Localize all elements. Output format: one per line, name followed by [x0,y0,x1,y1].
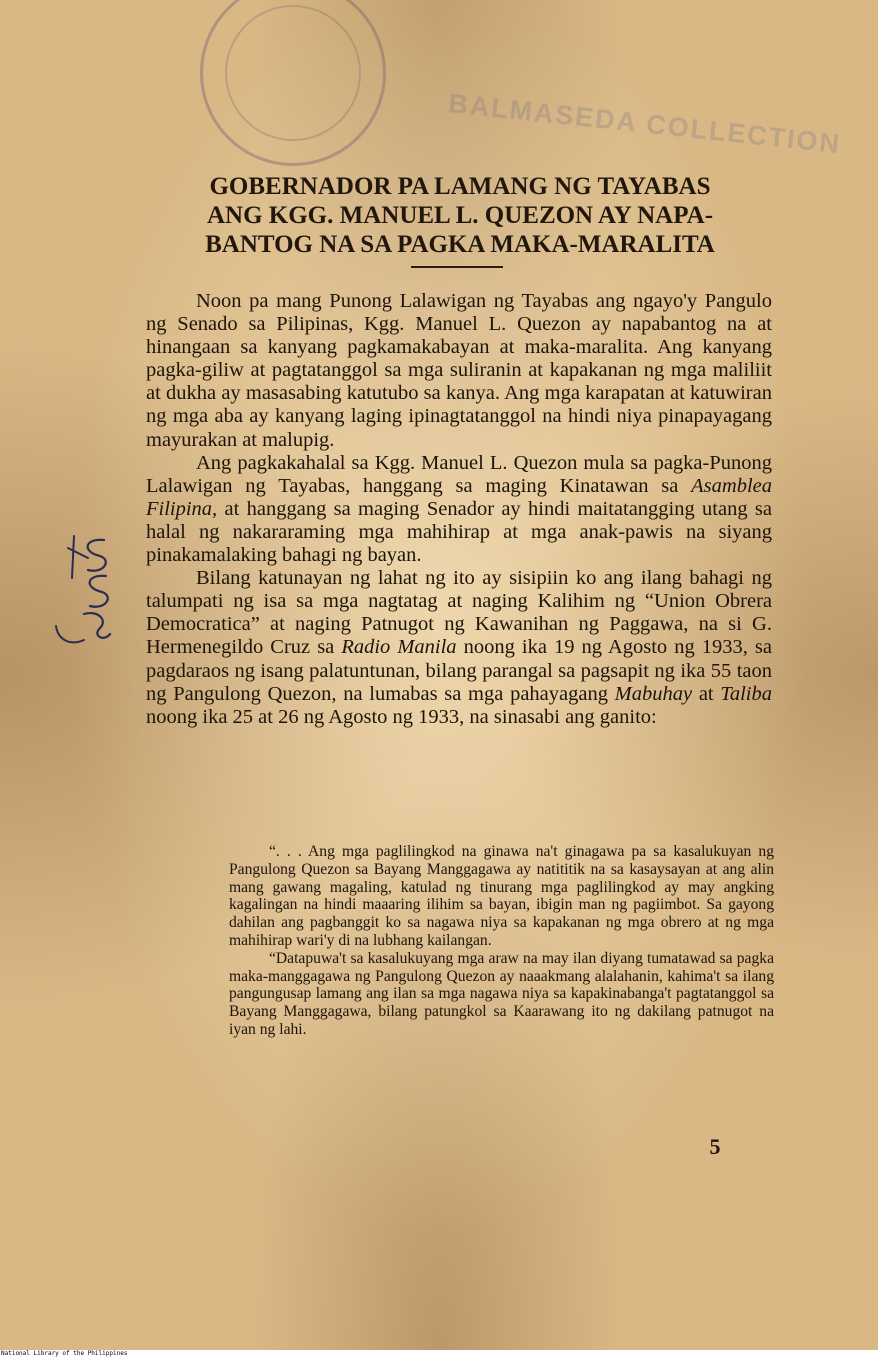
paragraph [146,290,772,452]
title-line: GOBERNADOR PA LAMANG NG TAYABAS [209,173,711,200]
paragraph-text: at [692,682,721,705]
paragraph-text: Noon pa mang Punong Lalawigan ng Tayabas ang ngayo'y Pangulo ng Senado sa Pilipinas, Kgg. Manuel L. Quezon ay napabantog na at hinangaan sa kanyang pagkamakabayan at maka-maralita. Ang kanyang pagka-giliw at pagtatanggol sa mga suliranin at kapakanan ng mga maliliit at dukha ay masasabing katutubo sa kanya. Ang mga karapatan at katuwiran ng mga aba ay kanyang laging ipinagtatanggol na hindi niya pinapayagang mayurakan at malupig. [146,290,772,451]
article-body [146,290,772,729]
paragraph [146,452,772,567]
title-line: BANTOG NA SA PAGKA MAKA-MARALITA [205,231,715,258]
library-seal-stamp [200,0,386,166]
paragraph-text: at hanggang sa maging Senador ay hindi maitatangging utang sa halal ng nakararaming mga mahihirap at mga anak-pawis na siyang pinakamalaking bahagi ng bayan. [146,497,772,567]
article-title [140,172,780,259]
publication-name: Asamblea Filipina, [146,474,772,520]
paragraph [146,567,772,729]
quote-paragraph: “Datapuwa't sa kasalukuyang mga araw na may ilan diyang tumatawad sa pagka maka-manggagawa ng Pangulong Quezon ay naaakmang alalahanin, kahima't sa ilang pangungusap lamang ang ilan sa mga nagawa niya sa kapakinabanga't pagtatanggol sa Bayang Manggagawa, bilang patungkol sa Kaarawang ito ng dakilang patnugot na iyan ng lahi. [229,949,774,1038]
paragraph-text: Ang pagkakahalal sa Kgg. Manuel L. Quezon mula sa pagka-Punong Lalawigan ng Tayabas, hanggang sa maging Kinatawan sa [146,451,772,497]
paragraph-text: noong ika 19 ng Agosto ng 1933, sa pagdaraos ng isang palatuntunan, bilang parangal sa pagsapit ng ika 55 taon ng Pangulong Quezon, na lumabas sa mga pahayagang [146,636,772,705]
title-divider [411,266,503,268]
radio-station-name: Radio Manila [341,636,457,659]
newspaper-name: Taliba [720,682,772,705]
collection-stamp: BALMASEDA COLLECTION [446,88,843,160]
footer-credit: National Library of the Philippines [1,1350,128,1357]
handwritten-accession-number [44,530,124,660]
quote-paragraph: “. . . Ang mga paglilingkod na ginawa na't ginagawa pa sa kasalukuyan ng Pangulong Quezon sa Bayang Manggagawa ay natititik na sa kasaysayan at ang alin mang gawang magaling, katulad ng tinurang mga paglilingkod ay may angking kagalingan na hindi maaaring ilihim sa bayan, ibigin man ng pagiimbot. Sa gayong dahilan ang pagbanggit ko sa nagawa niya sa kapakanan ng mga obrero at ng mga mahihirap wari'y di na lubhang kailangan. [229,843,774,949]
paragraph-text: noong ika 25 at 26 ng Agosto ng 1933, na sinasabi ang ganito: [146,705,657,728]
paragraph-text: Bilang katunayan ng lahat ng ito ay sisipiin ko ang ilang bahagi ng talumpati ng isa sa mga nagtatag at naging Kalihim ng “Union Obrera Democratica” at naging Patnugot ng Kawanihan ng Paggawa, na si G. Hermenegildo Cruz sa [146,567,772,659]
title-line: ANG KGG. MANUEL L. QUEZON AY NAPA- [206,202,714,229]
block-quote [229,843,774,1039]
page-number: 5 [709,1134,721,1159]
newspaper-name: Mabuhay [614,682,693,705]
